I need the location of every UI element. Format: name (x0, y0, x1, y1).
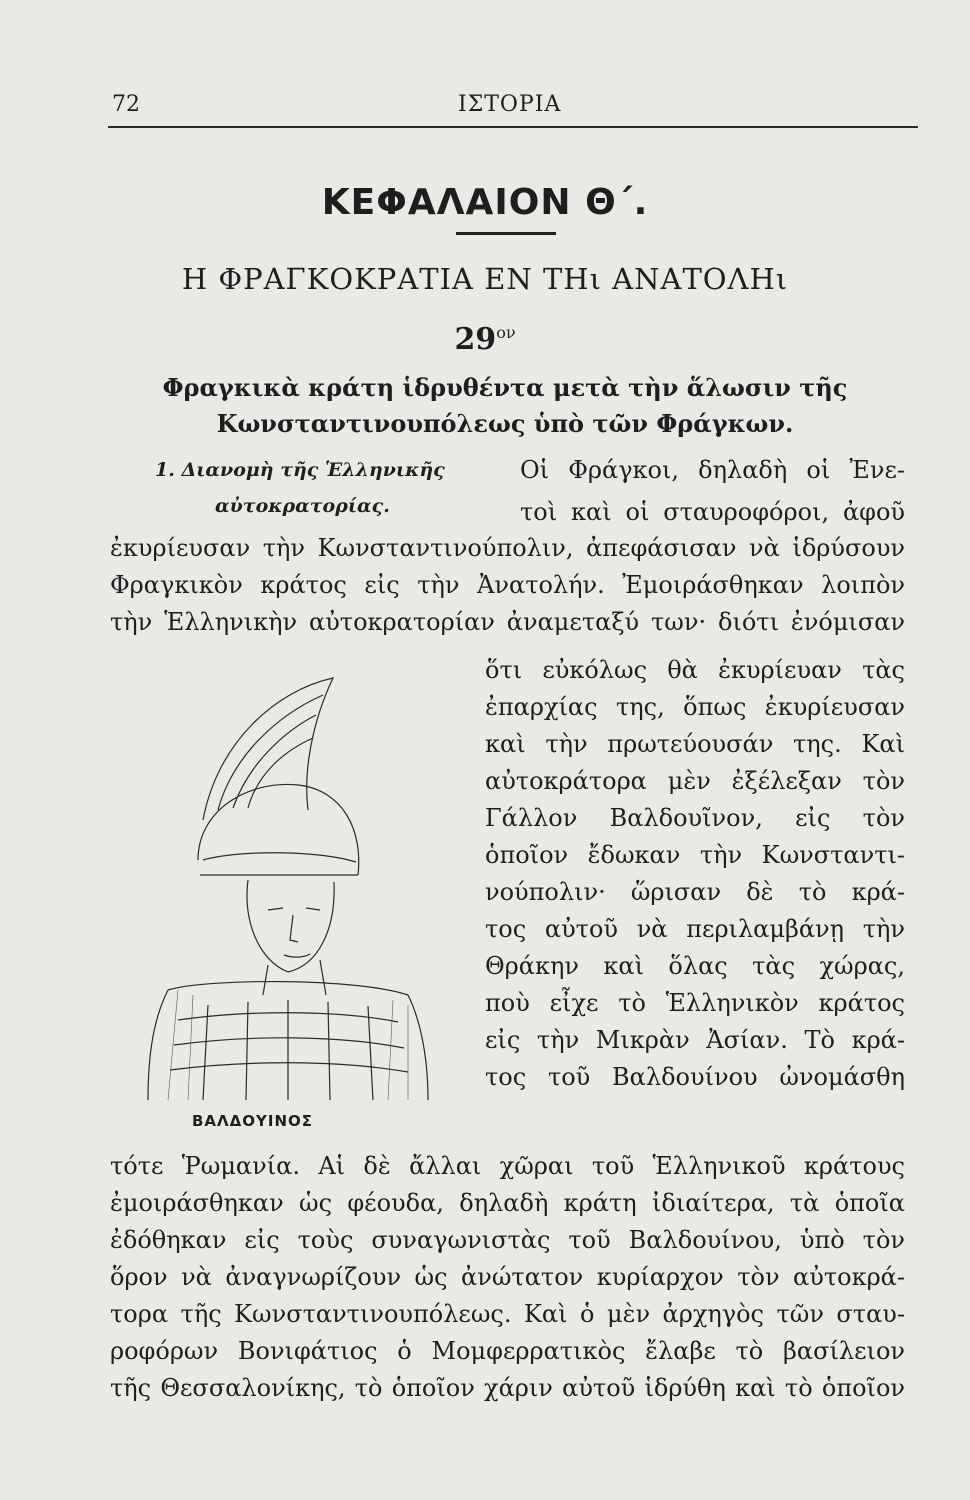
lesson-subtitle (110, 370, 900, 442)
text-line: τορα τῆς Κωνσταντινουπόλεως. Καὶ ὁ μὲν ἀρχηγὸς τῶν σταυ- (110, 1300, 905, 1328)
page-header (108, 88, 918, 128)
page-number: 72 (112, 92, 140, 117)
subtitle-line: Κωνσταντινουπόλεως ὑπὸ τῶν Φράγκων. (216, 409, 794, 438)
section-heading-line: 1. Διανομὴ τῆς Ἑλληνικῆς (155, 459, 445, 481)
text-line: ὅτι εὐκόλως θὰ ἐκυρίευαν τὰς (485, 656, 905, 684)
text-line: Θράκην καὶ ὅλας τὰς χώρας, (485, 952, 905, 980)
text-line: ἐμοιράσθηκαν ὡς φέουδα, δηλαδὴ κράτη ἰδιαίτερα, τὰ ὁποῖα (110, 1189, 905, 1217)
text-line: τοὶ καὶ οἱ σταυροφόροι, ἀφοῦ (520, 498, 905, 526)
section-heading-line: αὐτοκρατορίας. (215, 495, 390, 517)
text-line: ὅρον νὰ ἀναγνωρίζουν ὡς ἀνώτατον κυρίαρχον τὸν αὐτοκρά- (110, 1263, 905, 1291)
text-line: ἐπαρχίας της, ὅπως ἐκυρίευσαν (485, 693, 905, 721)
lesson-number-suffix: ον (496, 323, 516, 342)
lesson-number-value: 29 (454, 322, 497, 357)
header-rule (108, 126, 918, 128)
part-title: Η ΦΡΑΓΚΟΚΡΑΤΙΑ ΕΝ ΤΗι ΑΝΑΤΟΛΗι (181, 262, 789, 296)
lesson-number (0, 322, 970, 357)
text-line: ἐδόθηκαν εἰς τοὺς συναγωνιστὰς τοῦ Βαλδουίνου, ὑπὸ τὸν (110, 1226, 905, 1254)
portrait-caption: ΒΑΛΔΟΥΙΝΟΣ (192, 1112, 314, 1130)
text-line: νούπολιν· ὥρισαν δὲ τὸ κρά- (485, 878, 905, 906)
section-heading (155, 452, 515, 524)
chapter-title: ΚΕΦΑΛΑΙΟΝ Θ΄. (321, 182, 649, 223)
text-line: τος αὐτοῦ νὰ περιλαμβάνῃ τὴν (485, 915, 905, 943)
running-title: ΙΣΤΟΡΙΑ (458, 92, 562, 117)
text-line: τὴν Ἑλληνικὴν αὐτοκρατορίαν ἀναμεταξύ των· διότι ἐνόμισαν (110, 608, 905, 636)
portrait-illustration (108, 660, 453, 1100)
text-line: εἰς τὴν Μικρὰν Ἀσίαν. Τὸ κρά- (485, 1026, 905, 1054)
text-line: ὁποῖον ἔδωκαν τὴν Κωνσταντι- (485, 841, 905, 869)
text-line: ποὺ εἶχε τὸ Ἑλληνικὸν κράτος (485, 989, 905, 1017)
text-line: τῆς Θεσσαλονίκης, τὸ ὁποῖον χάριν αὐτοῦ ἱδρύθη καὶ τὸ ὁποῖον (110, 1374, 905, 1402)
text-line: ἐκυρίευσαν τὴν Κωνσταντινούπολιν, ἀπεφάσισαν νὰ ἱδρύσουν (110, 534, 905, 562)
text-line: τος τοῦ Βαλδουίνου ὠνομάσθη (485, 1063, 905, 1091)
text-line: ροφόρων Βονιφάτιος ὁ Μομφερρατικὸς ἔλαβε τὸ βασίλειον (110, 1337, 905, 1365)
text-line: Οἱ Φράγκοι, δηλαδὴ οἱ Ἐνε- (520, 456, 905, 484)
text-line: Γάλλον Βαλδουῖνον, εἰς τὸν (485, 804, 905, 832)
text-line: αὐτοκράτορα μὲν ἐξέλεξαν τὸν (485, 767, 905, 795)
subtitle-line: Φραγκικὰ κράτη ἱδρυθέντα μετὰ τὴν ἅλωσιν τῆς (162, 373, 848, 402)
text-line: τότε Ῥωμανία. Αἱ δὲ ἄλλαι χῶραι τοῦ Ἑλληνικοῦ κράτους (110, 1152, 905, 1180)
chapter-rule (456, 232, 556, 235)
text-line: καὶ τὴν πρωτεύουσάν της. Καὶ (485, 730, 905, 758)
text-line: Φραγκικὸν κράτος εἰς τὴν Ἀνατολήν. Ἐμοιράσθηκαν λοιπὸν (110, 571, 905, 599)
